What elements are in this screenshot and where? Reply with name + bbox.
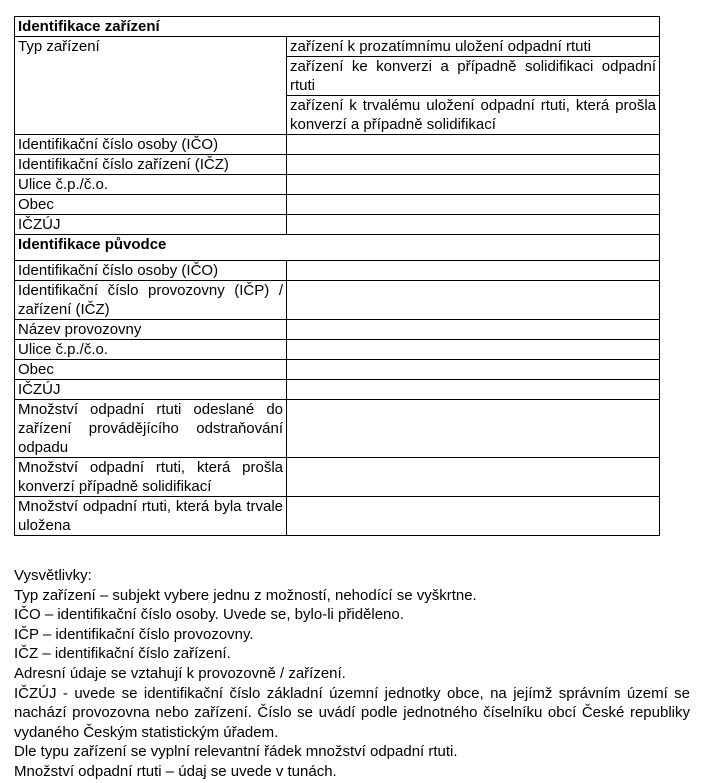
table-row [15,281,660,320]
value-field[interactable] [287,360,660,380]
value-field[interactable] [287,340,660,360]
note-line: IČZ – identifikační číslo zařízení. [14,645,231,663]
row-label: IČZÚJ [15,380,287,400]
table-row [15,320,660,340]
explanatory-notes [14,566,690,782]
note-line: IČO – identifikační číslo osoby. Uvede se, bylo-li přiděleno. [14,606,404,624]
row-label: Množství odpadní rtuti, která byla trvale uložena [15,497,287,536]
facility-type-options [287,37,660,135]
row-label: Množství odpadní rtuti, která prošla konverzí případně solidifikací [15,458,287,497]
table-row [15,497,660,536]
row-label: Obec [15,195,287,215]
facility-type-option[interactable]: zařízení ke konverzi a případně solidifikaci odpadní rtuti [287,57,659,96]
value-field[interactable] [287,320,660,340]
row-label: Ulice č.p./č.o. [15,175,287,195]
table-row [15,261,660,281]
row-label: Obec [15,360,287,380]
value-field[interactable] [287,135,660,155]
value-field[interactable] [287,380,660,400]
section-header-originator [15,235,660,261]
table-row-facility-type [15,37,660,135]
table-row [15,360,660,380]
value-field[interactable] [287,281,660,320]
table-row [15,155,660,175]
value-field[interactable] [287,155,660,175]
identification-form-table [14,16,660,536]
note-line: IČZÚJ - uvede se identifikační číslo základní územní jednotky obce, na jejímž správním území se nachází provozovna nebo zařízení. Číslo se uvádí podle jednotného číselníku obcí České republiky vydaného Českým statistickým úřadem. [14,684,690,741]
note-line: IČP – identifikační číslo provozovny. [14,625,254,643]
section-header-facility [15,17,660,37]
facility-type-option[interactable]: zařízení k prozatímnímu uložení odpadní rtuti [287,37,659,57]
row-label: Ulice č.p./č.o. [15,340,287,360]
value-field[interactable] [287,215,660,235]
row-label: Identifikační číslo zařízení (IČZ) [15,155,287,175]
table-row [15,458,660,497]
row-label: Množství odpadní rtuti odeslané do zařízení provádějícího odstraňování odpadu [15,400,287,458]
row-label: Identifikační číslo osoby (IČO) [15,135,287,155]
note-line: Dle typu zařízení se vyplní relevantní řádek množství odpadní rtuti. [14,743,458,761]
note-line: Množství odpadní rtuti – údaj se uvede v tunách. [14,762,337,780]
value-field[interactable] [287,195,660,215]
table-row [15,195,660,215]
table-row [15,135,660,155]
table-row [15,175,660,195]
table-row [15,215,660,235]
value-field[interactable] [287,458,660,497]
value-field[interactable] [287,175,660,195]
row-label: Identifikační číslo provozovny (IČP) / zařízení (IČZ) [15,281,287,320]
note-line: Adresní údaje se vztahují k provozovně / zařízení. [14,664,346,682]
table-row [15,380,660,400]
notes-heading: Vysvětlivky: [14,567,92,584]
value-field[interactable] [287,261,660,281]
row-label: IČZÚJ [15,215,287,235]
table-row [15,340,660,360]
row-label: Identifikační číslo osoby (IČO) [15,261,287,281]
section-title-facility: Identifikace zařízení [15,17,660,37]
table-row [15,400,660,458]
value-field[interactable] [287,400,660,458]
label-facility-type: Typ zařízení [15,37,287,135]
section-title-originator: Identifikace původce [15,235,660,261]
row-label: Název provozovny [15,320,287,340]
facility-type-option[interactable]: zařízení k trvalému uložení odpadní rtuti, která prošla konverzí a případně solidifikací [290,97,656,133]
value-field[interactable] [287,497,660,536]
note-line: Typ zařízení – subjekt vybere jednu z možností, nehodící se vyškrtne. [14,586,477,604]
